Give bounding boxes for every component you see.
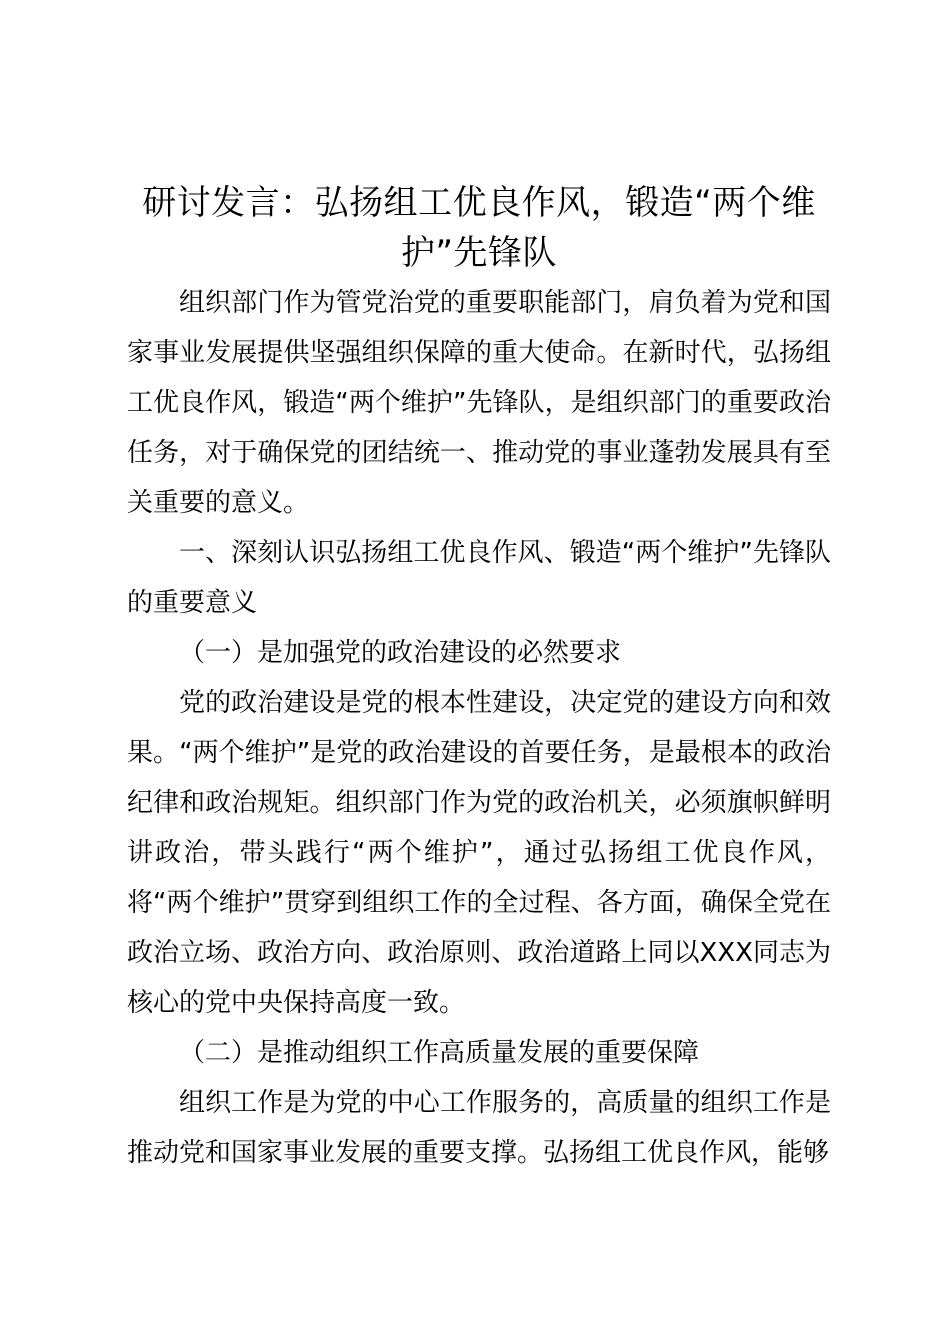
intro-paragraph: 组织部门作为管党治党的重要职能部门，肩负着为党和国家事业发展提供坚强组织保障的重大使命。在新时代，弘扬组工优良作风，锻造“两个维护”先锋队，是组织部门的重要政治任务，对于确保党的团结统一、推动党的事业蓬勃发展具有至关重要的意义。 [127,288,831,518]
body-paragraph: 党的政治建设是党的根本性建设，决定党的建设方向和效果。“两个维护”是党的政治建设的首要任务，是最根本的政治纪律和政治规矩。组织部门作为党的政治机关，必须旗帜鲜明讲政治，带头践行“两个维护”，通过弘扬组工优良作风，将“两个维护”贯穿到组织工作的全过程、各方面，确保全党在政治立场、政治方向、政治原则、政治道路上同以XXX同志为核心的党中央保持高度一致。 [127,688,831,1018]
subsection-heading-2: （二）是推动组织工作高质量发展的重要保障 [179,1038,700,1068]
section-heading-1: 一、深刻认识弘扬组工优良作风、锻造“两个维护”先锋队的重要意义 [127,538,831,618]
subsection-heading-1: （一）是加强党的政治建设的必然要求 [179,638,622,668]
document-title: 研讨发言：弘扬组工优良作风，锻造“两个维护”先锋队 [142,183,816,273]
document-body [127,178,831,1178]
body-paragraph-continued: 组织工作是为党的中心工作服务的，高质量的组织工作是推动党和国家事业发展的重要支撑。弘扬组工优良作风，能够 [127,1088,831,1168]
